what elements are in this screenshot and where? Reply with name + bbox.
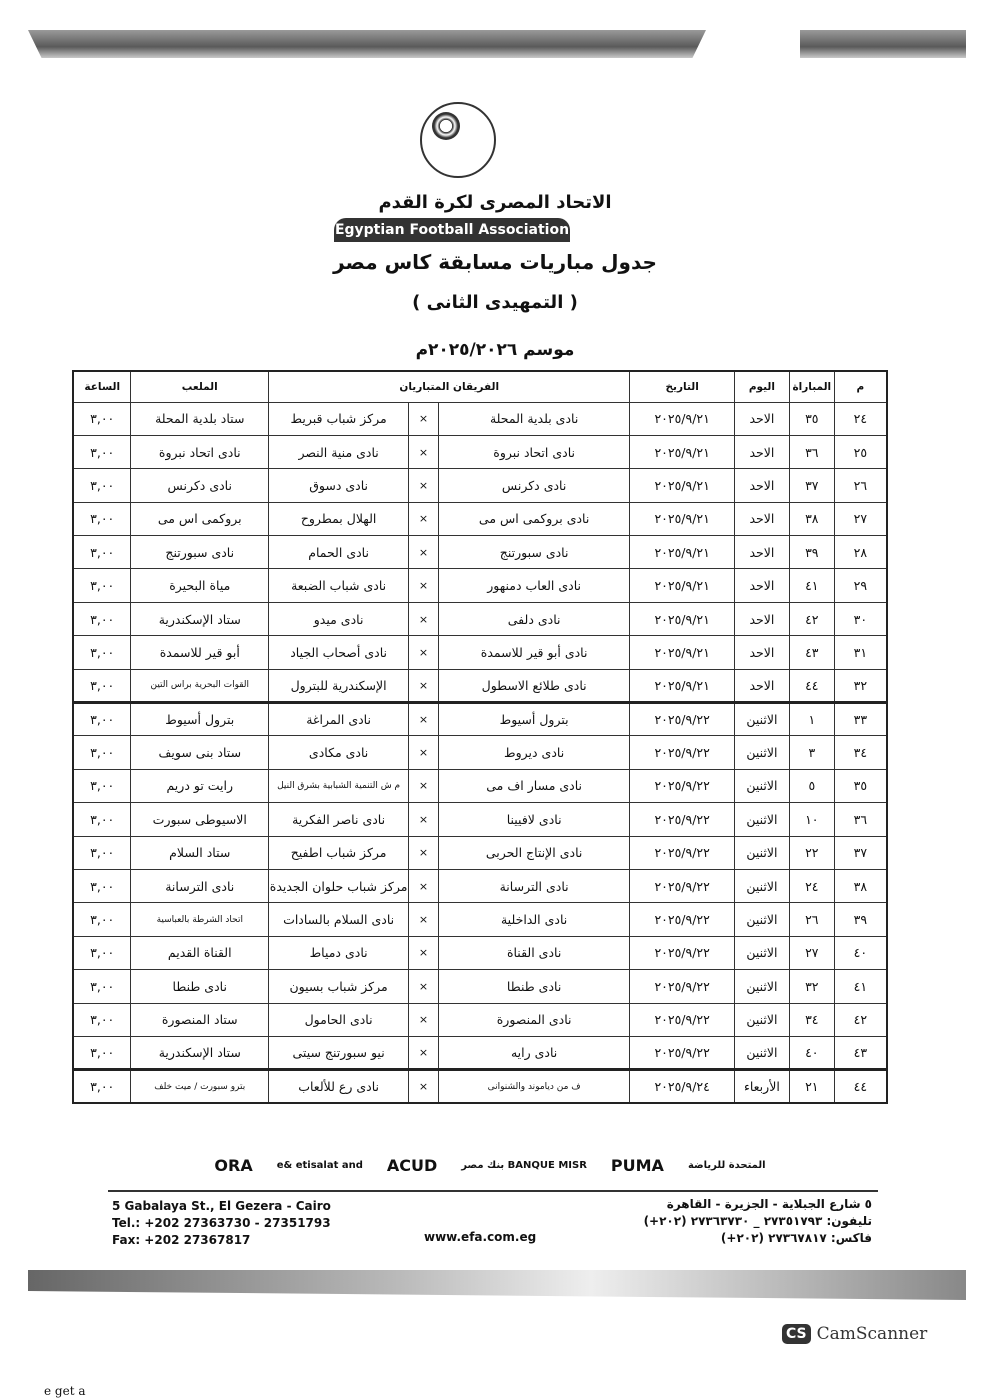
time: ٣,٠٠ bbox=[73, 1070, 131, 1103]
col-num: م bbox=[834, 371, 887, 402]
home-team: نادى دكرنس bbox=[438, 469, 629, 502]
table-row bbox=[73, 703, 887, 736]
vs: × bbox=[409, 569, 439, 602]
vs: × bbox=[409, 736, 439, 769]
stadium: مياة البحيرة bbox=[131, 569, 269, 602]
away-team: نادى الحمام bbox=[269, 536, 409, 569]
row-number: ٤١ bbox=[834, 970, 887, 1003]
vs: × bbox=[409, 669, 439, 702]
time: ٣,٠٠ bbox=[73, 602, 131, 635]
stadium: القناة القديم bbox=[131, 936, 269, 969]
date: ٢٠٢٥/٩/٢٢ bbox=[630, 803, 735, 836]
home-team: نادى مسار اف مى bbox=[438, 769, 629, 802]
date: ٢٠٢٥/٩/٢٢ bbox=[630, 1003, 735, 1036]
away-team: نادى الحامول bbox=[269, 1003, 409, 1036]
away-team: نادى السلام بالسادات bbox=[269, 903, 409, 936]
home-team: نادى رايه bbox=[438, 1036, 629, 1069]
match-number: ١ bbox=[789, 703, 834, 736]
date: ٢٠٢٥/٩/٢١ bbox=[630, 469, 735, 502]
fax-line: فاكس: ٢٧٣٦٧٨١٧ (٢٠٢+) bbox=[720, 1231, 872, 1245]
home-team: بترول أسيوط bbox=[438, 703, 629, 736]
time: ٣,٠٠ bbox=[73, 502, 131, 535]
row-number: ٣٢ bbox=[834, 669, 887, 702]
row-number: ٤٣ bbox=[834, 1036, 887, 1069]
time: ٣,٠٠ bbox=[73, 903, 131, 936]
camscanner-icon: CS bbox=[782, 1324, 811, 1344]
vs: × bbox=[409, 769, 439, 802]
vs: × bbox=[409, 803, 439, 836]
match-number: ٤٢ bbox=[789, 602, 834, 635]
time: ٣,٠٠ bbox=[73, 736, 131, 769]
decorative-bar bbox=[28, 1270, 966, 1300]
row-number: ٣٥ bbox=[834, 769, 887, 802]
vs: × bbox=[409, 703, 439, 736]
day: الاثنين bbox=[734, 703, 789, 736]
vs: × bbox=[409, 903, 439, 936]
row-number: ٣٦ bbox=[834, 803, 887, 836]
table-row bbox=[73, 569, 887, 602]
time: ٣,٠٠ bbox=[73, 836, 131, 869]
camscanner-label: CamScanner bbox=[816, 1324, 928, 1344]
stadium: نادى طنطا bbox=[131, 970, 269, 1003]
date: ٢٠٢٥/٩/٢٢ bbox=[630, 903, 735, 936]
table-row bbox=[73, 435, 887, 468]
away-team: الإسكندرية للبترول bbox=[269, 669, 409, 702]
row-number: ٣٨ bbox=[834, 869, 887, 902]
row-number: ٢٤ bbox=[834, 402, 887, 435]
sponsor-logo: e& etisalat and bbox=[276, 1159, 363, 1171]
time: ٣,٠٠ bbox=[73, 435, 131, 468]
away-team: نادى المراغة bbox=[269, 703, 409, 736]
match-number: ٣٩ bbox=[789, 536, 834, 569]
day: الاثنين bbox=[734, 1003, 789, 1036]
date: ٢٠٢٥/٩/٢٢ bbox=[630, 1036, 735, 1069]
stadium: بروكمى اس مى bbox=[131, 502, 269, 535]
home-team: نادى الترسانة bbox=[438, 869, 629, 902]
table-row bbox=[73, 636, 887, 669]
phone-line: Tel.: +202 27363730 - 27351793 bbox=[112, 1216, 331, 1230]
table-row bbox=[73, 970, 887, 1003]
row-number: ٣٠ bbox=[834, 602, 887, 635]
time: ٣,٠٠ bbox=[73, 703, 131, 736]
table-row bbox=[73, 536, 887, 569]
col-match: المباراة bbox=[789, 371, 834, 402]
date: ٢٠٢٥/٩/٢١ bbox=[630, 602, 735, 635]
match-number: ٣٥ bbox=[789, 402, 834, 435]
day: الاثنين bbox=[734, 936, 789, 969]
decorative-bar bbox=[28, 30, 706, 58]
time: ٣,٠٠ bbox=[73, 636, 131, 669]
match-number: ٣٢ bbox=[789, 970, 834, 1003]
stadium: ستاد المنصورة bbox=[131, 1003, 269, 1036]
stadium: القوات البحرية براس التين bbox=[131, 669, 269, 702]
home-team: نادى القناة bbox=[438, 936, 629, 969]
date: ٢٠٢٥/٩/٢٢ bbox=[630, 769, 735, 802]
home-team: نادى العاب دمنهور bbox=[438, 569, 629, 602]
home-team: نادى ديروط bbox=[438, 736, 629, 769]
stadium: أبو قير للاسمدة bbox=[131, 636, 269, 669]
match-number: ٤٤ bbox=[789, 669, 834, 702]
day: الاحد bbox=[734, 602, 789, 635]
match-number: ٣٨ bbox=[789, 502, 834, 535]
org-name-en: Egyptian Football Association bbox=[334, 218, 570, 242]
address-ar bbox=[644, 1196, 872, 1247]
decorative-bar bbox=[800, 30, 966, 58]
row-number: ٢٥ bbox=[834, 435, 887, 468]
away-team: م ش التنمية الشبابية بشرق النيل bbox=[269, 769, 409, 802]
stadium: نادى اتحاد نبروة bbox=[131, 435, 269, 468]
day: الاحد bbox=[734, 402, 789, 435]
vs: × bbox=[409, 1070, 439, 1103]
time: ٣,٠٠ bbox=[73, 936, 131, 969]
home-team: نادى الإنتاج الحربى bbox=[438, 836, 629, 869]
home-team: نادى الداخلية bbox=[438, 903, 629, 936]
away-team: مركز شباب اطفيح bbox=[269, 836, 409, 869]
stadium: ستاد بنى سويف bbox=[131, 736, 269, 769]
away-team: نادى ناصر الفكرية bbox=[269, 803, 409, 836]
table-row bbox=[73, 803, 887, 836]
date: ٢٠٢٥/٩/٢١ bbox=[630, 536, 735, 569]
table-row bbox=[73, 1070, 887, 1103]
table-row bbox=[73, 769, 887, 802]
address-en bbox=[112, 1198, 331, 1249]
row-number: ٣٤ bbox=[834, 736, 887, 769]
col-stadium: الملعب bbox=[131, 371, 269, 402]
date: ٢٠٢٥/٩/٢١ bbox=[630, 502, 735, 535]
away-team: نادى أصحاب الجياد bbox=[269, 636, 409, 669]
date: ٢٠٢٥/٩/٢١ bbox=[630, 435, 735, 468]
match-number: ٤٠ bbox=[789, 1036, 834, 1069]
football-icon bbox=[432, 112, 460, 140]
stadium: اتحاد الشرطة بالعباسية bbox=[131, 903, 269, 936]
date: ٢٠٢٥/٩/٢١ bbox=[630, 636, 735, 669]
date: ٢٠٢٥/٩/٢٤ bbox=[630, 1070, 735, 1103]
stadium: نادى الترسانة bbox=[131, 869, 269, 902]
away-team: الهلال بمطروح bbox=[269, 502, 409, 535]
stadium: بترول أسيوط bbox=[131, 703, 269, 736]
vs: × bbox=[409, 936, 439, 969]
col-date: التاريخ bbox=[630, 371, 735, 402]
sponsor-logo: ACUD bbox=[386, 1155, 438, 1175]
date: ٢٠٢٥/٩/٢٢ bbox=[630, 970, 735, 1003]
row-number: ٤٠ bbox=[834, 936, 887, 969]
row-number: ٢٦ bbox=[834, 469, 887, 502]
day: الاثنين bbox=[734, 736, 789, 769]
time: ٣,٠٠ bbox=[73, 769, 131, 802]
match-number: ٢١ bbox=[789, 1070, 834, 1103]
time: ٣,٠٠ bbox=[73, 803, 131, 836]
match-number: ٤١ bbox=[789, 569, 834, 602]
day: الاثنين bbox=[734, 1036, 789, 1069]
stadium: ستاد الإسكندرية bbox=[131, 1036, 269, 1069]
row-number: ٢٧ bbox=[834, 502, 887, 535]
sponsor-logo: المتحدة للرياضة bbox=[687, 1159, 766, 1171]
table-row bbox=[73, 469, 887, 502]
day: الاحد bbox=[734, 435, 789, 468]
home-team: نادى طنطا bbox=[438, 970, 629, 1003]
table-row bbox=[73, 836, 887, 869]
page-footer-text: e get a bbox=[44, 1384, 86, 1398]
match-number: ٣ bbox=[789, 736, 834, 769]
vs: × bbox=[409, 1003, 439, 1036]
row-number: ٢٩ bbox=[834, 569, 887, 602]
day: الاحد bbox=[734, 536, 789, 569]
time: ٣,٠٠ bbox=[73, 869, 131, 902]
table-row bbox=[73, 669, 887, 702]
row-number: ٢٨ bbox=[834, 536, 887, 569]
day: الاثنين bbox=[734, 769, 789, 802]
row-number: ٣١ bbox=[834, 636, 887, 669]
stadium: نادى دكرنس bbox=[131, 469, 269, 502]
date: ٢٠٢٥/٩/٢٢ bbox=[630, 836, 735, 869]
sponsor-logo: بنك مصر BANQUE MISR bbox=[461, 1159, 587, 1171]
stadium: ستاد بلدية المحلة bbox=[131, 402, 269, 435]
row-number: ٣٩ bbox=[834, 903, 887, 936]
home-team: نادى دلفى bbox=[438, 602, 629, 635]
day: الاثنين bbox=[734, 803, 789, 836]
phone-line: تليفون: ٢٧٣٥١٧٩٣ _ ٢٧٣٦٣٧٣٠ (٢٠٢+) bbox=[643, 1214, 872, 1228]
vs: × bbox=[409, 469, 439, 502]
time: ٣,٠٠ bbox=[73, 970, 131, 1003]
match-number: ٣٦ bbox=[789, 435, 834, 468]
match-number: ٤٣ bbox=[789, 636, 834, 669]
sponsor-logos bbox=[210, 1140, 770, 1190]
away-team: نيو سبورتنج سيتى bbox=[269, 1036, 409, 1069]
stadium: بترو سبورت / ميت خلف bbox=[131, 1070, 269, 1103]
date: ٢٠٢٥/٩/٢٢ bbox=[630, 869, 735, 902]
stadium: نادى سبورتنج bbox=[131, 536, 269, 569]
stadium: رايت تو دريم bbox=[131, 769, 269, 802]
match-number: ٢٢ bbox=[789, 836, 834, 869]
fax-line: Fax: +202 27367817 bbox=[112, 1233, 251, 1247]
vs: × bbox=[409, 970, 439, 1003]
table-row bbox=[73, 1036, 887, 1069]
away-team: نادى رع للألعاب bbox=[269, 1070, 409, 1103]
time: ٣,٠٠ bbox=[73, 469, 131, 502]
stadium: ستاد السلام bbox=[131, 836, 269, 869]
address-line: 5 Gabalaya St., El Gezera - Cairo bbox=[112, 1199, 331, 1213]
date: ٢٠٢٥/٩/٢٢ bbox=[630, 936, 735, 969]
away-team: نادى ميدو bbox=[269, 602, 409, 635]
website-link: www.efa.com.eg bbox=[424, 1230, 537, 1244]
home-team: نادى لافيينا bbox=[438, 803, 629, 836]
table-row bbox=[73, 869, 887, 902]
match-number: ٢٦ bbox=[789, 903, 834, 936]
sponsor-logo: PUMA bbox=[610, 1155, 664, 1175]
table-row bbox=[73, 602, 887, 635]
stadium: ستاد الإسكندرية bbox=[131, 602, 269, 635]
col-day: اليوم bbox=[734, 371, 789, 402]
row-number: ٤٤ bbox=[834, 1070, 887, 1103]
vs: × bbox=[409, 402, 439, 435]
date: ٢٠٢٥/٩/٢١ bbox=[630, 569, 735, 602]
home-team: نادى اتحاد نبروة bbox=[438, 435, 629, 468]
address-line: ٥ شارع الجبلاية - الجزيرة - القاهرة bbox=[666, 1197, 872, 1211]
away-team: نادى دسوق bbox=[269, 469, 409, 502]
away-team: نادى مكادى bbox=[269, 736, 409, 769]
away-team: نادى شباب الضبعة bbox=[269, 569, 409, 602]
day: الاحد bbox=[734, 569, 789, 602]
vs: × bbox=[409, 1036, 439, 1069]
sponsor-logo: ORA bbox=[214, 1155, 253, 1175]
time: ٣,٠٠ bbox=[73, 536, 131, 569]
camscanner-watermark bbox=[782, 1324, 927, 1344]
home-team: نادى طلائع الاسطول bbox=[438, 669, 629, 702]
time: ٣,٠٠ bbox=[73, 669, 131, 702]
match-number: ١٠ bbox=[789, 803, 834, 836]
round-title: ( التمهيدى الثانى ) bbox=[412, 292, 578, 313]
home-team: نادى بلدية المحلة bbox=[438, 402, 629, 435]
page-title: جدول مباريات مسابقة كاس مصر bbox=[333, 250, 657, 274]
row-number: ٣٣ bbox=[834, 703, 887, 736]
match-number: ٣٤ bbox=[789, 1003, 834, 1036]
efa-logo bbox=[420, 102, 496, 178]
day: الاثنين bbox=[734, 970, 789, 1003]
vs: × bbox=[409, 435, 439, 468]
home-team: نادى أبو قير للاسمدة bbox=[438, 636, 629, 669]
table-row bbox=[73, 502, 887, 535]
date: ٢٠٢٥/٩/٢٢ bbox=[630, 736, 735, 769]
home-team: نادى سبورتنج bbox=[438, 536, 629, 569]
vs: × bbox=[409, 602, 439, 635]
home-team: نادى بروكمى اس مى bbox=[438, 502, 629, 535]
match-number: ٢٤ bbox=[789, 869, 834, 902]
time: ٣,٠٠ bbox=[73, 402, 131, 435]
day: الاثنين bbox=[734, 836, 789, 869]
away-team: مركز شباب بسيون bbox=[269, 970, 409, 1003]
table-row bbox=[73, 936, 887, 969]
col-teams: الفريقان المتباريان bbox=[269, 371, 630, 402]
date: ٢٠٢٥/٩/٢١ bbox=[630, 669, 735, 702]
day: الأربعاء bbox=[734, 1070, 789, 1103]
day: الاحد bbox=[734, 502, 789, 535]
match-number: ٢٧ bbox=[789, 936, 834, 969]
table-row bbox=[73, 903, 887, 936]
day: الاثنين bbox=[734, 869, 789, 902]
divider bbox=[108, 1190, 878, 1192]
match-number: ٥ bbox=[789, 769, 834, 802]
vs: × bbox=[409, 836, 439, 869]
vs: × bbox=[409, 536, 439, 569]
match-number: ٣٧ bbox=[789, 469, 834, 502]
day: الاحد bbox=[734, 469, 789, 502]
date: ٢٠٢٥/٩/٢١ bbox=[630, 402, 735, 435]
home-team: ف من دياموند والشنوانى bbox=[438, 1070, 629, 1103]
season-label: موسم ٢٠٢٥/٢٠٢٦م bbox=[415, 340, 575, 360]
vs: × bbox=[409, 502, 439, 535]
away-team: مركز شباب حلوان الجديدة bbox=[269, 869, 409, 902]
time: ٣,٠٠ bbox=[73, 1036, 131, 1069]
row-number: ٤٢ bbox=[834, 1003, 887, 1036]
org-name-ar: الاتحاد المصرى لكرة القدم bbox=[378, 192, 612, 213]
day: الاحد bbox=[734, 669, 789, 702]
row-number: ٣٧ bbox=[834, 836, 887, 869]
time: ٣,٠٠ bbox=[73, 569, 131, 602]
date: ٢٠٢٥/٩/٢٢ bbox=[630, 703, 735, 736]
stadium: الاسيوطى سبورت bbox=[131, 803, 269, 836]
vs: × bbox=[409, 869, 439, 902]
away-team: مركز شباب قبريط bbox=[269, 402, 409, 435]
time: ٣,٠٠ bbox=[73, 1003, 131, 1036]
fixtures-table bbox=[72, 370, 888, 1104]
day: الاثنين bbox=[734, 903, 789, 936]
table-row bbox=[73, 1003, 887, 1036]
col-time: الساعة bbox=[73, 371, 131, 402]
table-row bbox=[73, 736, 887, 769]
away-team: نادى دمياط bbox=[269, 936, 409, 969]
day: الاحد bbox=[734, 636, 789, 669]
home-team: نادى المنصورة bbox=[438, 1003, 629, 1036]
vs: × bbox=[409, 636, 439, 669]
away-team: نادى منية النصر bbox=[269, 435, 409, 468]
table-row bbox=[73, 402, 887, 435]
